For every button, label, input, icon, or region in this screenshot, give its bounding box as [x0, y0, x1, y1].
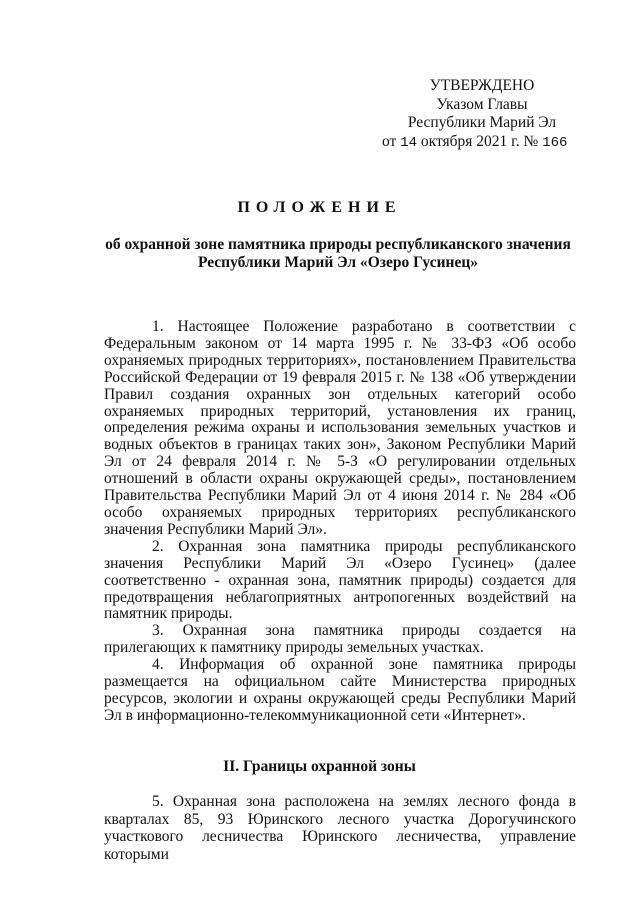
- paragraph-2: 2. Охранная зона памятника природы республиканского значения Республики Марий Эл «Озеро Гусинец» (далее соответственно - охранная зона, памятник природы) создается для предотвращения неблагоприятных антропогенных воздействий на памятник природы.: [104, 537, 576, 623]
- paragraph-1: 1. Настоящее Положение разработано в соответствии с Федеральным законом от 14 марта 1995 г. № 33-ФЗ «Об особо охраняемых природных территориях», постановлением Правительства Российской Федерации от 19 февраля 2015 г. № 138 «Об утверждении Правил создания охранных зон отдельных категорий особо охраняемых природных территорий, установления их границ, определения режима охраны и использования земельных участков и водных объектов в границах таких зон», Законом Республики Марий Эл от 24 февраля 2014 г. № 5-З «О регулировании отдельных отношений в области охраны окружающей среды», постановлением Правительства Республики Марий Эл от 4 июня 2014 г. № 284 «Об особо охраняемых природных территориях республиканского значения Республики Марий Эл».: [104, 318, 576, 538]
- document-subtitle: об охранной зоне памятника природы республиканского значения Республики Марий Эл «Озеро Гусинец»: [105, 236, 571, 271]
- approval-republic: Республики Марий Эл: [407, 114, 557, 131]
- date-prefix: от: [382, 132, 397, 150]
- approval-stamp: [382, 77, 582, 152]
- approval-heading: УТВЕРЖДЕНО: [429, 77, 535, 94]
- date-middle: октября 2021 г. №: [420, 132, 539, 150]
- document-title: ПОЛОЖЕНИЕ: [237, 199, 402, 216]
- paragraph-4: 4. Информация об охранной зоне памятника природы размещается на официальном сайте Министерства природных ресурсов, экологии и охраны окружающей среды Республики Марий Эл в информационно-телекоммуникационной сети «Интернет».: [104, 656, 576, 724]
- section-2-heading: II. Границы охранной зоны: [223, 758, 416, 775]
- date-day: 14: [400, 134, 418, 151]
- decree-number: 166: [542, 134, 568, 151]
- approval-date: [382, 133, 582, 153]
- paragraph-5: 5. Охранная зона расположена на землях лесного фонда в кварталах 85, 93 Юринского лесного участка Дорогучинского участкового лесничества Юринского лесничества, управление которыми: [104, 793, 576, 863]
- section-1-body: [104, 319, 576, 725]
- approval-decree: Указом Главы: [436, 95, 528, 113]
- section-2-body: [104, 793, 576, 863]
- paragraph-3: 3. Охранная зона памятника природы создается на прилегающих к памятнику природы земельных участках.: [104, 622, 576, 657]
